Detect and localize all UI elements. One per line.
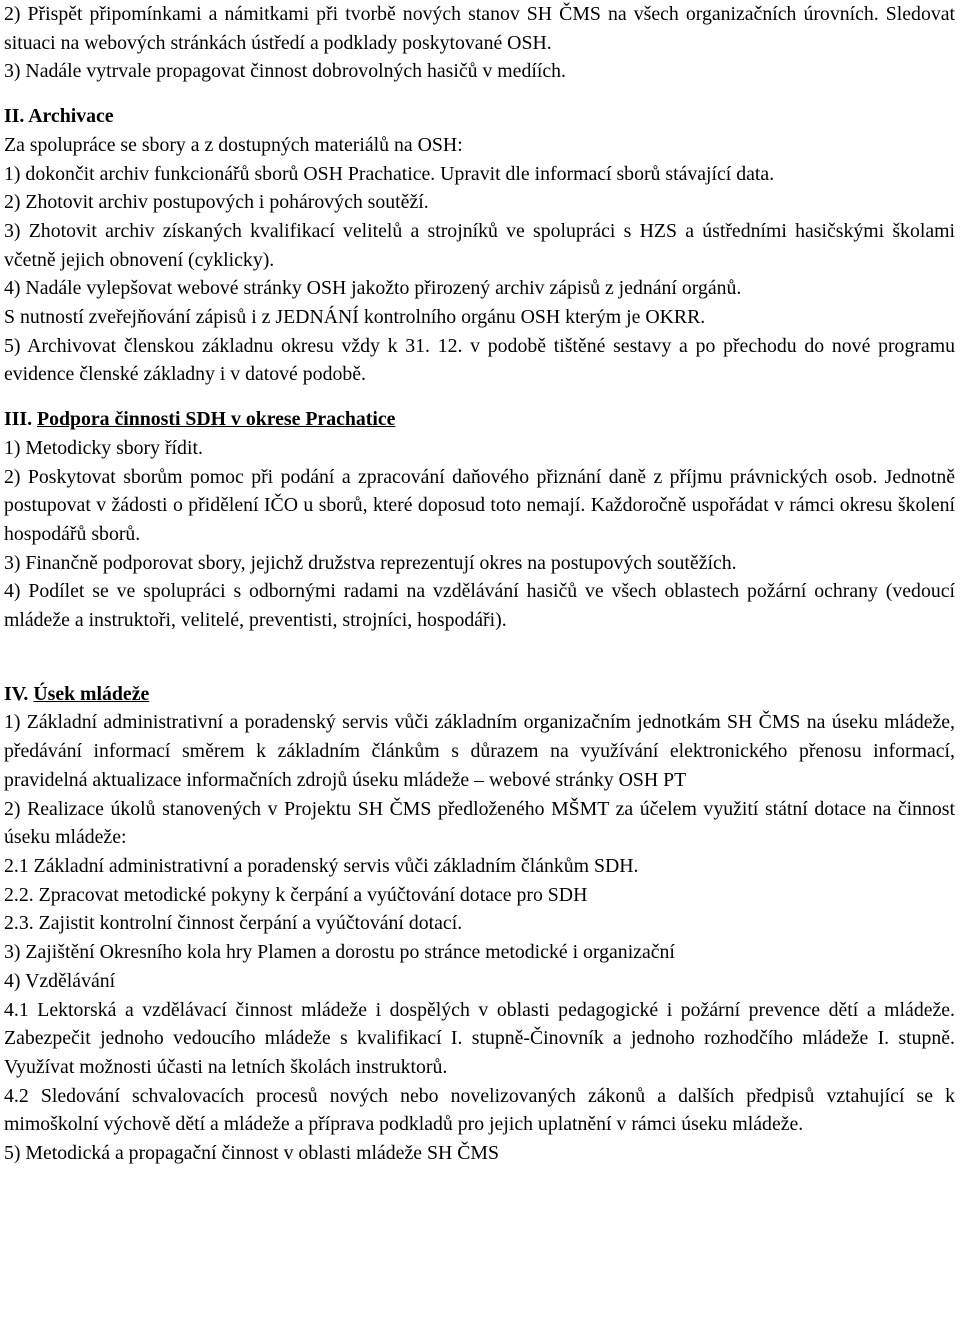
- section-number: III.: [4, 408, 33, 431]
- list-item: 2) Poskytovat sborům pomoc při podání a zpracování daňového přiznání daně z příjmu právnických osob. Jednotně postupovat v žádosti o přidělení IČO u sborů, které doposud toto nemají. Každoročně uspořádat v rámci okresu školení hospodářů sborů.: [4, 465, 955, 545]
- section-number: IV.: [4, 682, 29, 705]
- list-item: 3) Zajištění Okresního kola hry Plamen a dorostu po stránce metodické i organizační: [4, 941, 675, 964]
- section-mladez: [4, 680, 955, 1168]
- list-item: 2) Zhotovit archiv postupových i pohárových soutěží.: [4, 191, 429, 214]
- list-item: 3) Zhotovit archiv získaných kvalifikací velitelů a strojníků ve spolupráci s HZS a ústředními hasičskými školami včetně jejich obnovení (cyklicky).: [4, 219, 955, 271]
- list-item: 1) dokončit archiv funkcionářů sborů OSH Prachatice. Upravit dle informací sborů stávající data.: [4, 162, 775, 185]
- section-title: Podpora činnosti SDH v okrese Prachatice: [37, 408, 396, 431]
- list-item: 4) Podílet se ve spolupráci s odbornými radami na vzdělávání hasičů ve všech oblastech požární ochrany (vedoucí mládeže a instruktoři, velitelé, preventisti, strojníci, hospodáři).: [4, 580, 955, 632]
- section-1-tail: [4, 0, 955, 86]
- list-item: 4.2 Sledování schvalovacích procesů nových nebo novelizovaných zákonů a dalších předpisů vztahující se k mimoškolní výchově dětí a mládeže a příprava podkladů pro jejich uplatnění v rámci úseku mládeže.: [4, 1084, 955, 1136]
- section-heading: [4, 405, 955, 434]
- list-item: 1) Základní administrativní a poradenský servis vůči základním organizačním jednotkám SH ČMS na úseku mládeže, předávání informací směrem k základním článkům s důrazem na využívání elektronického přenosu informací, pravidelná aktualizace informačních zdrojů úseku mládeže – webové stránky OSH PT: [4, 711, 955, 791]
- section-archivace: [4, 102, 955, 389]
- paragraph: 3) Nadále vytrvale propagovat činnost dobrovolných hasičů v medíích.: [4, 60, 566, 83]
- list-item: S nutností zveřejňování zápisů i z JEDNÁNÍ kontrolního orgánu OSH kterým je OKRR.: [4, 306, 706, 329]
- list-item: 4) Nadále vylepšovat webové stránky OSH jakožto přirozený archiv zápisů z jednání orgánů.: [4, 277, 742, 300]
- section-heading: [4, 680, 955, 709]
- section-heading: [4, 102, 955, 131]
- section-title: Úsek mládeže: [33, 682, 150, 705]
- list-item: 3) Finančně podporovat sbory, jejichž družstva reprezentují okres na postupových soutěžích.: [4, 551, 737, 574]
- paragraph: 2) Přispět připomínkami a námitkami při tvorbě nových stanov SH ČMS na všech organizačních úrovních. Sledovat situaci na webových stránkách ústředí a podklady poskytované OSH.: [4, 3, 955, 54]
- list-item: 4.1 Lektorská a vzdělávací činnost mládeže i dospělých v oblasti pedagogické i požární prevence dětí a mládeže. Zabezpečit jednoho vedoucího mládeže s kvalifikací I. stupně-Činovník a jednoho rozhodčího mládeže I. stupně. Využívat možnosti účasti na letních školách instruktorů.: [4, 998, 955, 1078]
- list-item: 4) Vzdělávání: [4, 969, 116, 992]
- section-number: II.: [4, 105, 25, 128]
- list-item: 2.3. Zajistit kontrolní činnost čerpání a vyúčtování dotací.: [4, 912, 463, 935]
- section-podpora: [4, 405, 955, 635]
- list-item: 5) Metodická a propagační činnost v oblasti mládeže SH ČMS: [4, 1142, 499, 1165]
- section-title: Archivace: [28, 105, 114, 128]
- list-item: 2.1 Základní administrativní a poradenský servis vůči základním článkům SDH.: [4, 854, 639, 877]
- list-item: 5) Archivovat členskou základnu okresu vždy k 31. 12. v podobě tištěné sestavy a po přechodu do nové programu evidence členské základny i v datové podobě.: [4, 334, 955, 386]
- list-item: 1) Metodicky sbory řídit.: [4, 436, 203, 459]
- list-item: 2.2. Zpracovat metodické pokyny k čerpání a vyúčtování dotace pro SDH: [4, 883, 588, 906]
- section-intro: Za spolupráce se sbory a z dostupných materiálů na OSH:: [4, 133, 463, 156]
- list-item: 2) Realizace úkolů stanovených v Projektu SH ČMS předloženého MŠMT za účelem využití státní dotace na činnost úseku mládeže:: [4, 797, 955, 849]
